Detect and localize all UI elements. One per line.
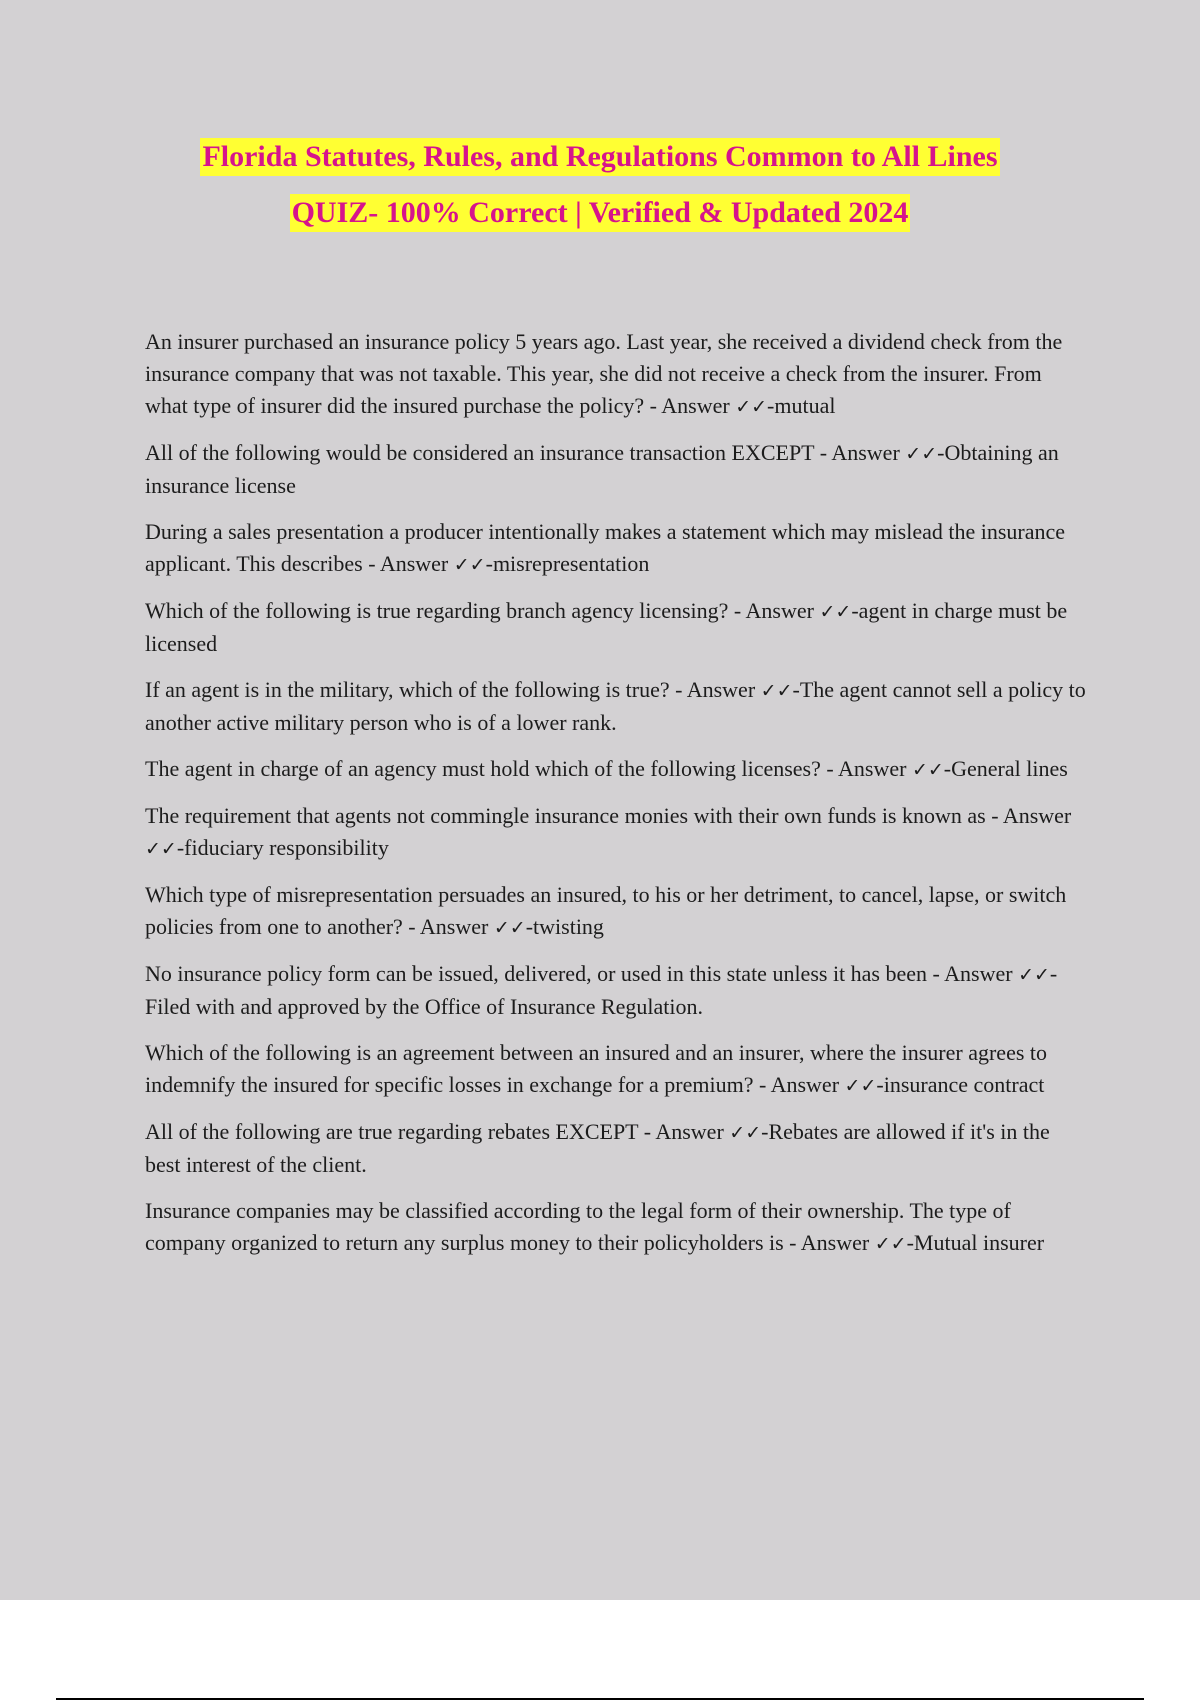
- question-text: No insurance policy form can be issued, delivered, or used in this state unless it has been -: [145, 961, 945, 986]
- answer-label: Answer: [770, 1072, 840, 1097]
- qa-item: All of the following would be considered an insurance transaction EXCEPT - Answer ✓✓-Obtaining an insurance license: [145, 440, 1059, 498]
- answer-text: insurance contract: [883, 1072, 1045, 1097]
- title-line-2: QUIZ- 100% Correct | Verified & Updated 2024: [290, 194, 911, 232]
- answer-label: Answer: [419, 914, 489, 939]
- answer-text: Filed with and approved by the Office of Insurance Regulation.: [145, 994, 703, 1019]
- answer-text: misrepresentation: [492, 551, 650, 576]
- answer-label: Answer: [944, 961, 1013, 986]
- qa-item: All of the following are true regarding rebates EXCEPT - Answer ✓✓-Rebates are allowed if it's in the best interest of the client.: [145, 1119, 1050, 1177]
- check-mark-icon: ✓✓: [145, 838, 177, 860]
- qa-item: The agent in charge of an agency must hold which of the following licenses? - Answer ✓✓-General lines: [145, 756, 1068, 781]
- answer-text: mutual: [774, 393, 836, 418]
- question-text: Which of the following is true regarding branch agency licensing? -: [145, 598, 746, 623]
- qa-item: Which of the following is an agreement between an insured and an insurer, where the insurer agrees to indemnify the insured for specific losses in exchange for a premium? - Answer ✓✓-insurance contract: [145, 1040, 1048, 1097]
- answer-label: Answer: [379, 551, 449, 576]
- answer-text: Mutual insurer: [913, 1230, 1045, 1255]
- check-mark-icon: ✓✓: [905, 443, 938, 465]
- answer-text: Rebates are allowed if it's in the best interest of the client.: [145, 1119, 1050, 1177]
- qa-item: No insurance policy form can be issued, delivered, or used in this state unless it has been - Answer ✓✓-Filed with and approved by the Office of Insurance Regulation.: [145, 961, 1058, 1019]
- check-mark-icon: ✓✓: [729, 1122, 762, 1144]
- answer-label: Answer: [655, 1119, 724, 1144]
- check-mark-icon: ✓✓: [453, 554, 486, 576]
- question-text: Which of the following is an agreement between an insured and an insurer, where the insurer agrees to indemnify the insured for specific losses in exchange for a premium? -: [145, 1040, 1048, 1097]
- check-mark-icon: ✓✓: [1018, 964, 1050, 986]
- answer-text: agent in charge must be licensed: [145, 598, 1068, 656]
- answer-label: Answer: [800, 1230, 870, 1255]
- question-list: [145, 326, 1090, 1274]
- document-title: [0, 138, 1200, 250]
- question-text: During a sales presentation a producer intentionally makes a statement which may mislead the insurance applicant. This describes -: [145, 519, 1066, 576]
- check-mark-icon: ✓✓: [493, 917, 526, 939]
- answer-text: Obtaining an insurance license: [145, 440, 1059, 498]
- question-text: Insurance companies may be classified according to the legal form of their ownership. The type of company organized to return any surplus money to their policyholders is -: [145, 1198, 1011, 1255]
- question-text: All of the following would be considered an insurance transaction EXCEPT -: [145, 440, 832, 465]
- qa-item: An insurer purchased an insurance policy 5 years ago. Last year, she received a dividend check from the insurance company that was not taxable. This year, she did not receive a check from the insurer. From what type of insurer did the insured purchase the policy? - Answer ✓✓-mutual: [145, 329, 1063, 418]
- answer-label: Answer: [745, 598, 814, 623]
- check-mark-icon: ✓✓: [874, 1233, 907, 1255]
- qa-item: Which type of misrepresentation persuades an insured, to his or her detriment, to cancel, lapse, or switch policies from one to another? - Answer ✓✓-twisting: [145, 882, 1067, 939]
- question-text: If an agent is in the military, which of the following is true? -: [145, 677, 687, 702]
- qa-item: During a sales presentation a producer intentionally makes a statement which may mislead the insurance applicant. This describes - Answer ✓✓-misrepresentation: [145, 519, 1066, 576]
- answer-label: Answer: [831, 440, 900, 465]
- qa-item: Insurance companies may be classified according to the legal form of their ownership. The type of company organized to return any surplus money to their policyholders is - Answer ✓✓-Mutual insurer: [145, 1198, 1045, 1255]
- question-text: Which type of misrepresentation persuades an insured, to his or her detriment, to cancel, lapse, or switch policies from one to another? -: [145, 882, 1067, 939]
- answer-label: Answer: [661, 393, 730, 418]
- question-text: All of the following are true regarding rebates EXCEPT -: [145, 1119, 656, 1144]
- check-mark-icon: ✓✓: [819, 601, 852, 623]
- title-line-1: Florida Statutes, Rules, and Regulations Common to All Lines: [200, 138, 999, 176]
- answer-label: Answer: [838, 756, 907, 781]
- question-text: An insurer purchased an insurance policy 5 years ago. Last year, she received a dividend check from the insurance company that was not taxable. This year, she did not receive a check from the insurer. From what type of insurer did the insured purchase the policy? -: [145, 329, 1063, 418]
- answer-label: Answer: [686, 677, 756, 702]
- qa-item: If an agent is in the military, which of the following is true? - Answer ✓✓-The agent cannot sell a policy to another active military person who is of a lower rank.: [145, 677, 1086, 735]
- qa-item: The requirement that agents not commingle insurance monies with their own funds is known as - Answer ✓✓-fiduciary responsibility: [145, 803, 1072, 860]
- answer-text: The agent cannot sell a policy to another active military person who is of a lower rank.: [145, 677, 1086, 735]
- answer-text: General lines: [951, 756, 1068, 781]
- question-text: The agent in charge of an agency must hold which of the following licenses? -: [145, 756, 838, 781]
- check-mark-icon: ✓✓: [760, 680, 793, 702]
- answer-label: Answer: [1002, 803, 1072, 828]
- check-mark-icon: ✓✓: [911, 759, 944, 781]
- check-mark-icon: ✓✓: [844, 1075, 877, 1097]
- qa-item: Which of the following is true regarding branch agency licensing? - Answer ✓✓-agent in charge must be licensed: [145, 598, 1068, 656]
- answer-text: fiduciary responsibility: [184, 835, 389, 860]
- answer-text: twisting: [533, 914, 604, 939]
- question-text: The requirement that agents not commingle insurance monies with their own funds is known as -: [145, 803, 1003, 828]
- check-mark-icon: ✓✓: [735, 396, 768, 418]
